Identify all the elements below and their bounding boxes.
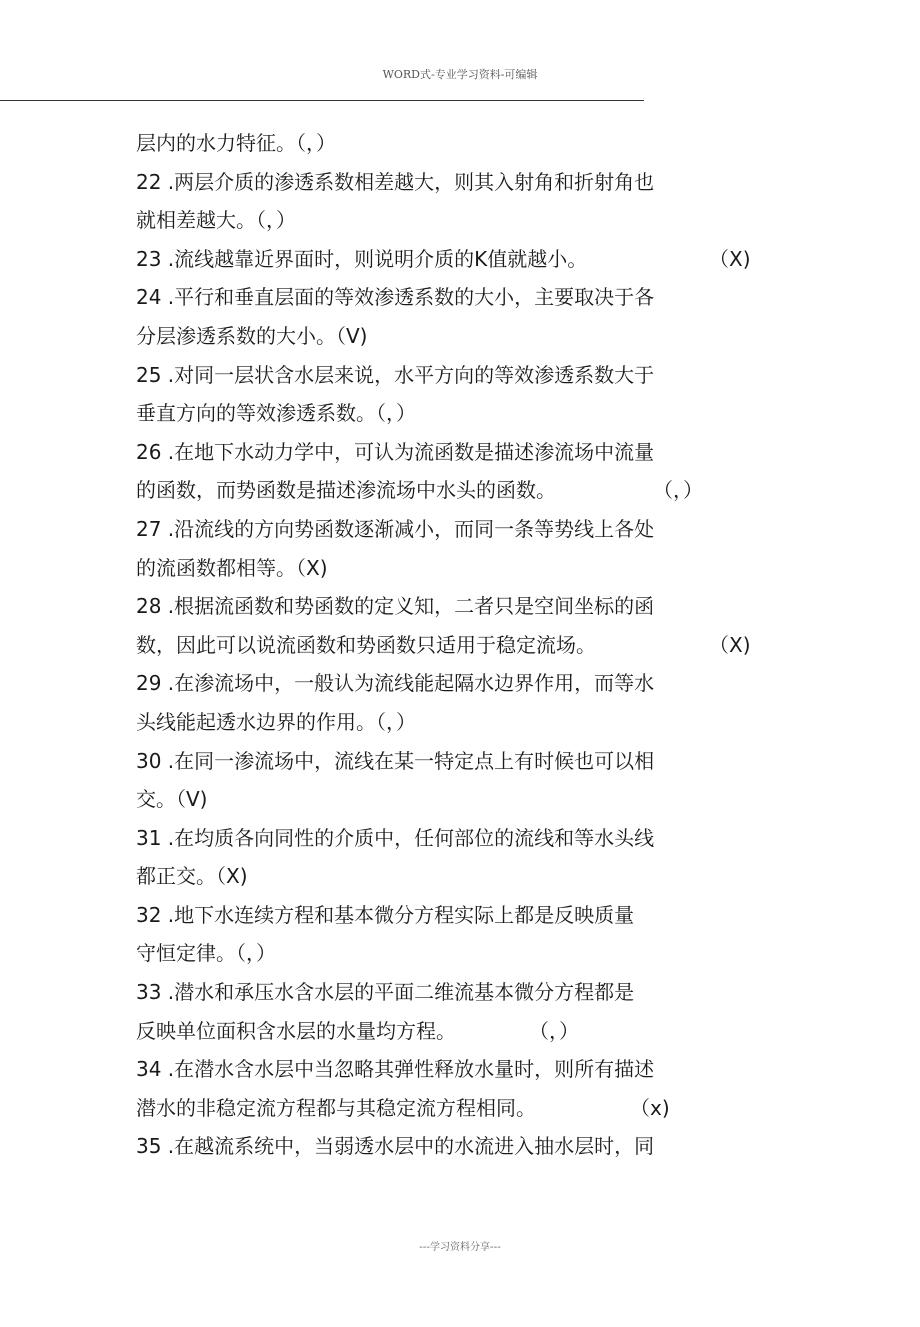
line-text: 数，因此可以说流函数和势函数只适用于稳定流场。 <box>136 632 596 657</box>
question-31-line-1 <box>136 819 776 858</box>
line-text: 潜水的非稳定流方程都与其稳定流方程相同。 <box>136 1095 536 1120</box>
line-text: 的流函数都相等。（X) <box>136 555 328 580</box>
question-28-line-2 <box>136 626 776 665</box>
question-34-line-2 <box>136 1089 776 1128</box>
answer-mark: （X) <box>709 246 751 271</box>
line-text: 24 .平行和垂直层面的等效渗透系数的大小，主要取决于各 <box>136 285 655 310</box>
question-24-line-2 <box>136 317 776 356</box>
question-23-line-1 <box>136 240 776 279</box>
answer-mark: （x) <box>630 1095 670 1120</box>
question-34-line-1 <box>136 1050 776 1089</box>
document-body <box>136 124 776 1166</box>
question-29-line-1 <box>136 664 776 703</box>
line-text: 22 .两层介质的渗透系数相差越大，则其入射角和折射角也 <box>136 169 655 194</box>
question-26-line-2 <box>136 471 776 510</box>
line-text: 就相差越大。（，） <box>136 208 296 233</box>
answer-mark: （X) <box>709 632 751 657</box>
line-text: 都正交。（X) <box>136 864 248 889</box>
line-text: 守恒定律。（，） <box>136 941 276 966</box>
line-text: 分层渗透系数的大小。（V) <box>136 323 368 348</box>
line-text: 32 .地下水连续方程和基本微分方程实际上都是反映质量 <box>136 902 635 927</box>
line-text: 23 .流线越靠近界面时，则说明介质的K值就越小。 <box>136 246 588 271</box>
question-25-line-1 <box>136 356 776 395</box>
question-26-line-1 <box>136 433 776 472</box>
line-text: 层内的水力特征。（，） <box>136 131 336 155</box>
line-text: 反映单位面积含水层的水量均方程。 <box>136 1018 456 1043</box>
question-25-line-2 <box>136 394 776 433</box>
line-text: 25 .对同一层状含水层来说，水平方向的等效渗透系数大于 <box>136 362 655 387</box>
question-31-line-2 <box>136 857 776 896</box>
question-32-line-1 <box>136 896 776 935</box>
page-header: WORD式-专业学习资料-可编辑 <box>382 68 538 81</box>
question-29-line-2 <box>136 703 776 742</box>
question-22-line-1 <box>136 163 776 202</box>
question-27-line-2 <box>136 549 776 588</box>
header-divider <box>0 100 644 101</box>
line-text: 30 .在同一渗流场中，流线在某一特定点上有时候也可以相 <box>136 748 655 773</box>
line-text: 头线能起透水边界的作用。（，） <box>136 709 416 734</box>
question-35-line-1 <box>136 1127 776 1166</box>
line-text: 27 .沿流线的方向势函数逐渐减小，而同一条等势线上各处 <box>136 516 655 541</box>
question-33-line-1 <box>136 973 776 1012</box>
page-footer: ---学习资料分享--- <box>419 1242 501 1253</box>
line-text: 28 .根据流函数和势函数的定义知，二者只是空间坐标的函 <box>136 594 655 619</box>
line-text: 29 .在渗流场中，一般认为流线能起隔水边界作用，而等水 <box>136 671 655 696</box>
question-24-line-1 <box>136 278 776 317</box>
line-text: 垂直方向的等效渗透系数。（，） <box>136 401 416 426</box>
text-line <box>136 124 776 163</box>
answer-mark: （，） <box>529 1018 579 1043</box>
line-text: 33 .潜水和承压水含水层的平面二维流基本微分方程都是 <box>136 980 635 1005</box>
line-text: 35 .在越流系统中，当弱透水层中的水流进入抽水层时，同 <box>136 1134 655 1159</box>
question-30-line-2 <box>136 780 776 819</box>
line-text: 26 .在地下水动力学中，可认为流函数是描述渗流场中流量 <box>136 439 655 464</box>
question-30-line-1 <box>136 742 776 781</box>
answer-mark: （，） <box>653 478 703 503</box>
question-33-line-2 <box>136 1012 776 1051</box>
question-22-line-2 <box>136 201 776 240</box>
question-32-line-2 <box>136 934 776 973</box>
line-text: 34 .在潜水含水层中当忽略其弹性释放水量时，则所有描述 <box>136 1057 655 1082</box>
question-27-line-1 <box>136 510 776 549</box>
line-text: 31 .在均质各向同性的介质中，任何部位的流线和等水头线 <box>136 825 655 850</box>
question-28-line-1 <box>136 587 776 626</box>
line-text: 的函数，而势函数是描述渗流场中水头的函数。 <box>136 478 556 503</box>
line-text: 交。（V) <box>136 787 208 812</box>
